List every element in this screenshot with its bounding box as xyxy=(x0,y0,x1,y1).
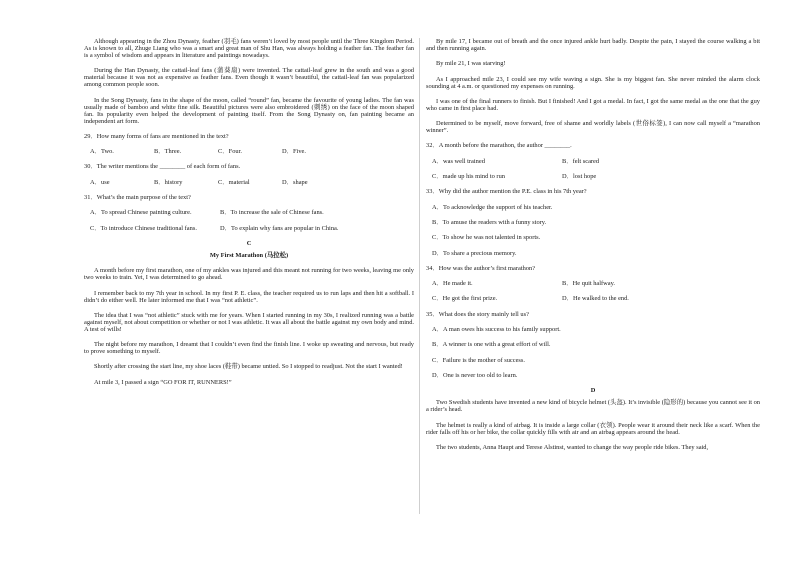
option-31-c: C．To introduce Chinese traditional fans. xyxy=(90,224,197,232)
option-33-a: A．To acknowledge the support of his teacher. xyxy=(432,203,553,211)
option-29-b: B．Three. xyxy=(154,148,182,156)
section-c-heading: C xyxy=(246,239,252,247)
question-30: 30．The writer mentions the ________ of each form of fans. xyxy=(84,163,241,171)
passage-c-paragraph-10: I was one of the final runners to finish. But I finished! And I got a medal. In fact, I got the same medal as the one that the guy who came in first place had. xyxy=(426,97,760,112)
option-31-d: D．To explain why fans are popular in China. xyxy=(220,224,339,232)
option-33-d: D．To share a precious memory. xyxy=(432,249,517,257)
option-29-c: C．Four. xyxy=(218,148,242,156)
option-32-c: C．made up his mind to run xyxy=(432,173,505,181)
question-32-options-ab xyxy=(432,158,760,165)
option-35-c: C．Failure is the mother of success. xyxy=(432,356,526,364)
passage-c-paragraph-9: As I approached mile 23, I could see my wife waving a sign. She is my biggest fan. She never minded the alarm clock sounding at 4 a.m. or questioned my expenses on running. xyxy=(426,75,760,90)
option-31-a: A．To spread Chinese painting culture. xyxy=(90,209,192,217)
passage-c-paragraph-6: At mile 3, I passed a sign “GO FOR IT, RUNNERS!” xyxy=(94,378,232,386)
option-32-b: B．felt scared xyxy=(562,157,600,165)
question-30-options xyxy=(90,179,414,186)
passage-b-paragraph-1: Although appearing in the Zhou Dynasty, feather (羽毛) fans weren’t loved by most people until the Three Kingdom Period. As is known to all, Zhuge Liang who was a smart and great man of Shu Han, was always holding a feather fan. The feather fan is a symbol of wisdom and appears in literature and paintings nowadays. xyxy=(84,38,414,59)
option-30-c: C．material xyxy=(218,178,250,186)
passage-c-paragraph-8: By mile 21, I was starving! xyxy=(436,60,506,68)
option-32-a: A．was well trained xyxy=(432,157,485,165)
passage-b-paragraph-3: In the Song Dynasty, fans in the shape of the moon, called “round” fan, became the favourite of young ladies. The fan was usually made of bamboo and white fine silk. Beautiful pictures were also embroidered (刺绣) on the face of the moon shaped fan. Its popularity even helped the development of painting itself. From the Song Dynasty on, fan painting became an independent art form. xyxy=(84,96,414,125)
question-29: 29．How many forms of fans are mentioned in the text? xyxy=(84,132,229,140)
question-34-options-ab xyxy=(432,280,760,287)
column-divider xyxy=(419,38,420,514)
option-35-a: A．A man owes his success to his family support. xyxy=(432,326,561,334)
passage-b-paragraph-2: During the Han Dynasty, the cattail-leaf fans (蒲葵扇) were invented. The cattail-leaf grew in the south and was a good material because it was not as expensive as feather fans. Even though it wasn’t beautiful, the cattail-leaf fan was popularized among common people soon. xyxy=(84,67,414,89)
passage-c-title: My First Marathon (马拉松) xyxy=(209,251,289,259)
passage-d-paragraph-2: The helmet is really a kind of airbag. It is inside a large collar (衣领). People wear it around their neck like a scarf. When the rider falls off his or her bike, the collar quickly fills with air and an airbag appears around the head. xyxy=(426,421,760,436)
question-32: 32．A month before the marathon, the author ________. xyxy=(426,142,572,150)
option-32-d: D．lost hope xyxy=(562,173,597,181)
option-34-b: B．He quit halfway. xyxy=(562,280,616,288)
right-column xyxy=(426,38,760,459)
question-31-options-ab xyxy=(90,209,414,216)
option-29-d: D．Five. xyxy=(282,148,306,156)
option-30-b: B．history xyxy=(154,178,183,186)
question-33: 33．Why did the author mention the P.E. class in his 7th year? xyxy=(426,188,587,196)
question-31-options-cd xyxy=(90,225,414,232)
left-column xyxy=(84,38,414,394)
question-32-options-cd xyxy=(432,173,760,180)
option-29-a: A．Two. xyxy=(90,148,114,156)
passage-c-paragraph-11: Determined to be myself, move forward, free of shame and worldly labels (世俗标签), I can now call myself a “marathon winner”. xyxy=(426,120,760,135)
passage-c-paragraph-3: The idea that I was “not athletic” stuck with me for years. When I started running in my 30s, I realized running was a battle against myself, not about competition or whether or not I was athletic. It was all about the battle against my own body and mind. A test of wills! xyxy=(84,311,414,333)
question-29-options xyxy=(90,148,414,155)
question-34-options-cd xyxy=(432,295,760,302)
section-d-heading: D xyxy=(590,387,596,395)
passage-d-paragraph-3: The two students, Anna Haupt and Terese Alstinst, wanted to change the way people ride bikes. They said, xyxy=(436,443,709,451)
option-33-c: C．To show he was not talented in sports. xyxy=(432,234,541,242)
question-35: 35．What does the story mainly tell us? xyxy=(426,310,529,318)
option-31-b: B．To increase the sale of Chinese fans. xyxy=(220,209,324,217)
option-30-d: D．shape xyxy=(282,178,308,186)
passage-d-paragraph-1: Two Swedish students have invented a new kind of bicycle helmet (头盔). It’s invisible (隐形的) because you cannot see it on a rider’s head. xyxy=(426,399,760,414)
option-34-a: A．He made it. xyxy=(432,280,473,288)
question-31: 31．What’s the main purpose of the text? xyxy=(84,194,191,202)
option-30-a: A．use xyxy=(90,178,110,186)
passage-c-paragraph-5: Shortly after crossing the start line, my shoe laces (鞋带) became untied. So I stopped to readjust. Not the start I wanted! xyxy=(94,363,403,371)
option-34-d: D．He walked to the end. xyxy=(562,295,629,303)
question-34: 34．How was the author’s first marathon? xyxy=(426,264,536,272)
option-34-c: C．He got the first prize. xyxy=(432,295,498,303)
option-35-d: D．One is never too old to learn. xyxy=(432,371,518,379)
option-33-b: B．To amuse the readers with a funny story. xyxy=(432,218,547,226)
passage-c-paragraph-1: A month before my first marathon, one of my ankles was injured and this meant not running for two weeks, leaving me only two weeks to train. Yet, I was determined to go ahead. xyxy=(84,267,414,282)
passage-c-paragraph-7: By mile 17, I became out of breath and the once injured ankle hurt badly. Despite the pain, I stayed the course walking a bit and then running again. xyxy=(426,38,760,52)
passage-c-paragraph-4: The night before my marathon, I dreamt that I couldn’t even find the finish line. I woke up sweating and nervous, but ready to prove something to myself. xyxy=(84,341,414,356)
option-35-b: B．A winner is one with a great effort of will. xyxy=(432,341,551,349)
passage-c-paragraph-2: I remember back to my 7th year in school. In my first P. E. class, the teacher required us to run laps and then hit a softball. I didn’t do either well. He later informed me that I was “not athletic”. xyxy=(84,289,414,304)
